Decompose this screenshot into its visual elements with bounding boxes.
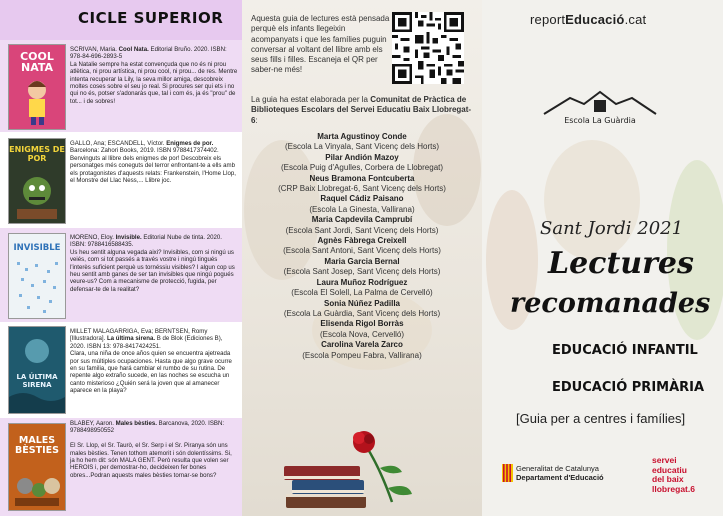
contributor-name: Pilar Andión Mazoy (325, 152, 399, 162)
book-cover (8, 138, 66, 224)
book-entry-cool-nata (0, 40, 242, 132)
generalitat-line-2: Departament d'Educació (516, 473, 604, 482)
intro-text: Aquesta guia de lectures està pensada perquè els infants llegeixin acompanyats i que les famílies puguin conversar al voltant del llibre amb els seus fills i filles. Escaneja el QR per saber-ne més! (251, 14, 390, 75)
contributor-name: Maria Garcia Bernal (324, 256, 400, 266)
event-label: Sant Jordi 2021 (540, 218, 684, 239)
cover-title: LA ÚLTIMA SIRENA (16, 373, 58, 389)
contributor-school: (Escola Nova, Cervelló) (319, 329, 405, 339)
title-line-1: Lectures (548, 246, 694, 281)
cover-title: INVISIBLE (13, 243, 61, 253)
generalitat-flag-icon (502, 464, 513, 482)
school-name: Escola La Guàrdia (564, 116, 636, 125)
cover-illustration (9, 234, 65, 318)
contributor-name: Sonia Núñez Padilla (323, 298, 400, 308)
middle-panel (242, 0, 482, 516)
authorship-text: La guia ha estat elaborada per la Comunitat de Pràctica de Biblioteques Escolars del Servei Educatiu Baix Llobregat-6: (251, 95, 472, 125)
book-description: GALLO, Ana; ESCANDELL, Víctor. Enigmes de por. Barcelona: Zahori Books, 2019. ISBN 9788417374402. Benvinguts al llibre dels enigmes de por! Descobreix els personatges més coneguts del terror enfrontant-te a ells amb els protagonistes d'aquests relats: Frankenstein, l'Home Llop, el Monstre del Llac Ness,... Llibre joc. (70, 140, 236, 185)
book-entry-invisible (0, 228, 242, 322)
contributor-school: (Escola La Guàrdia, Sant Vicenç dels Horts) (283, 308, 441, 318)
book-entry-males-besties (0, 418, 242, 516)
book-entry-enigmes-de-por (0, 132, 242, 228)
contributor-name: Raquel Cádiz Paisano (320, 194, 404, 204)
contributor-school: (Escola El Solell, La Palma de Cervelló) (291, 288, 433, 298)
contributor-name: Carolina Varela Zarco (321, 340, 403, 350)
contributor-school: (Escola La Vinyala, Sant Vicenç dels Horts) (284, 142, 439, 152)
book-description: MILLET MALAGARRIGA, Eva; BERNTSEN, Romy [Illustradora]. La última sirena. B de Blok (Ediciones B), 2020. ISBN 13: 978-8417424251. Clara, una niña de once años quien se encuentra ajetreada por sus múltiples ocupaciones. Hasta que algo grave ocurre en su familia, que hará cambiar el rumbo de su rutina. De repente algo extraño sucede, en las noches se escucha un canto misterioso ¿Quién será la joven que al amanecer aparece en la playa? (70, 328, 232, 395)
books-and-rose-illustration (280, 428, 450, 516)
contributor-school: (Escola Sant Antoni, Sant Vicenç dels Horts) (283, 246, 441, 256)
school-logo (540, 88, 660, 128)
contributor-name: Neus Bramona Fontcuberta (309, 173, 415, 183)
book-cover (8, 233, 66, 319)
left-panel (0, 0, 242, 516)
book-cover (8, 423, 66, 511)
book-cover (8, 44, 66, 130)
contributor-school: (CRP Baix Llobregat-6, Sant Vicenç dels Horts) (278, 184, 446, 194)
book-entry-la-ultima-sirena (0, 322, 242, 418)
school-logo-roof (540, 88, 660, 118)
cover-illustration (9, 45, 65, 129)
cover-title: COOL NATA (20, 50, 54, 74)
book-description: SCRIVAN, Maria. Cool Nata. Editorial Bruño. 2020. ISBN: 978-84-696-2893-5 La Natalie sempre ha estat convençuda que no és ni prou atlètica, ni prou artística, ni prou cool, ni prou... de res. Mentre intenta recuperar la Lily, la seva millor amiga, descobreix moltes coses sobre el seu jo real. Si procures ser qui ets i no qui no és, potser s'adonaràs que, tal i com és, ja és "prou" de tot... i de sobres! (70, 46, 238, 105)
title-line-2: recomanades (510, 288, 711, 319)
book-description: BLABEY, Aaron. Males bèsties. Barcanova, 2020. ISBN: 9788498950552 El Sr. Llop, el Sr. Taurò, el Sr. Serp i el Sr. Piranya són uns males bèsties. Tenen tothom atemorit i són dolentíssims. Si, ja ho hem dit: són MALA GENT. Però resulta que volen ser HEROIS i, per demostrar-ho, decideixen fer bones obres...Podran aquests males bèsties tornar-se bons? (70, 420, 232, 479)
brand-logo: reportEducació.cat (530, 12, 647, 27)
cover-illustration (9, 424, 65, 510)
qr-code[interactable] (392, 12, 464, 84)
contributor-school: (Escola Sant Jordi, Sant Vicenç dels Horts) (285, 225, 439, 235)
cover-illustration (9, 327, 65, 413)
cover-illustration (9, 139, 65, 223)
contributor-school: (Escola Puig d'Agulles, Corbera de Llobregat) (280, 163, 444, 173)
right-panel (482, 0, 723, 516)
servei-educatiu-logo: servei educatiu del baix llobregat.6 (652, 455, 695, 494)
contributor-school: (Escola Sant Josep, Sant Vicenç dels Horts) (283, 267, 441, 277)
cover-title: MALES BÈSTIES (15, 435, 59, 456)
contributor-name: Marta Agustinoy Conde (317, 132, 407, 141)
contributors-list (242, 132, 482, 361)
book-description: MORENO, Eloy. Invisible. Editorial Nube de tinta. 2020. ISBN: 9788416588435. Us heu sentit alguna vegada aixi? Invisibles, com si ningú us veiés, com si tot passés a través vostre i ningú tingués l'interès suficient perquè us tornéssiu visibles? I algun cop us heu sentit amb ganes de ser tan invisibles que ningú pogués veure-us? Com a mecanisme de protecció, fugida, per defensar-te de la realitat? (70, 234, 235, 293)
cover-title: ENIGMES DE POR (9, 145, 65, 163)
level-infantil: EDUCACIÓ INFANTIL (552, 343, 698, 358)
contributor-school: (Escola La Ginesta, Vallirana) (309, 204, 415, 214)
generalitat-line-1: Generalitat de Catalunya (516, 464, 599, 473)
section-title-bar (0, 0, 242, 40)
section-title: CICLE SUPERIOR (78, 9, 224, 27)
book-cover (8, 326, 66, 414)
level-primaria: EDUCACIÓ PRIMÀRIA (552, 380, 705, 395)
guide-subtitle: [Guia per a centres i famílies] (516, 411, 686, 426)
contributor-name: Elisenda Rigol Borràs (320, 319, 404, 329)
contributor-name: Maria Capdevila Camprubí (311, 215, 413, 225)
contributor-name: Agnès Fàbrega Creixell (317, 236, 407, 246)
contributor-school: (Escola Pompeu Fabra, Vallirana) (302, 350, 422, 360)
contributor-name: Laura Muñoz Rodríguez (316, 277, 408, 287)
